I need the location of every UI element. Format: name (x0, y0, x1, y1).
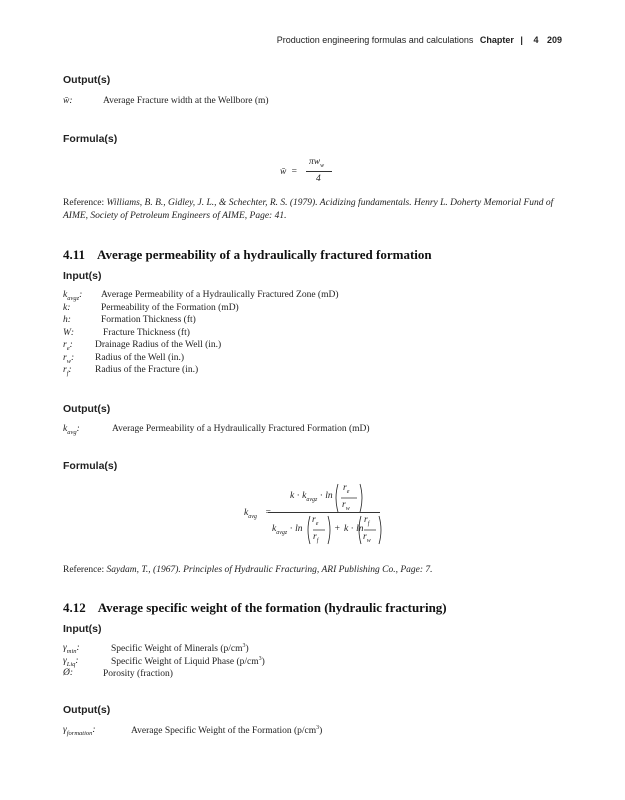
formula-equals: = (291, 167, 298, 177)
input-row (63, 365, 199, 377)
input-variable: k: (63, 302, 71, 313)
input-variable: $\gamma_{min}$: (63, 643, 80, 655)
formula-numerator: $\pi w_w$ (309, 157, 325, 169)
input-row (63, 668, 173, 680)
numerator-terms: $k \cdot k_{avgz} \cdot \ln$ (290, 491, 333, 503)
output-row-4-11 (63, 424, 370, 436)
output-heading-4-12: Output(s) (63, 704, 111, 716)
denominator-term1: $k_{avgz} \cdot \ln$ (272, 524, 303, 536)
input-description: Average Permeability of a Hydraulically Fractured Zone (mD) (101, 290, 339, 300)
input-description: Fracture Thickness (ft) (103, 327, 190, 338)
running-header (277, 35, 562, 45)
reference-citation: Williams, B. B., Gidley, J. L., & Schechter, R. S. (1979). Acidizing fundamentals. Henry L. Doherty Memorial Fund of AIME, Society of Petroleum Engineers of AIME, Page: 41. (63, 198, 554, 221)
output-heading-4-11: Output(s) (63, 403, 111, 415)
section-heading-4-12: 4.12 Average specific weight of the formation (hydraulic fracturing) (63, 600, 447, 615)
input-row (63, 352, 185, 365)
input-variable: $r_w$: (63, 352, 75, 365)
input-description: Permeability of the Formation (mD) (101, 302, 239, 313)
reference-top (63, 197, 568, 223)
section-heading-4-11: 4.11 Average permeability of a hydraulically fractured formation (63, 247, 432, 262)
input-description: Formation Thickness (ft) (101, 315, 196, 325)
input-variable: W: (63, 327, 75, 338)
output-row (63, 96, 269, 106)
denominator-term2: k · ln (344, 524, 364, 534)
input-description: Specific Weight of Minerals $(p/cm^3)$ (111, 643, 249, 655)
formula-heading: Formula(s) (63, 133, 118, 145)
main-fraction-bar (268, 512, 380, 513)
header-chapter-label: Chapter (479, 35, 514, 45)
num-rw: $r_w$ (342, 500, 350, 512)
output-description-4-12: Average Specific Weight of the Formation $(p/cm^3)$ (131, 725, 323, 737)
output-heading: Output(s) (63, 74, 111, 86)
formula-equals-kavg: = (265, 508, 272, 518)
input-row (63, 643, 249, 655)
input-description: Radius of the Well (in.) (95, 352, 185, 363)
den-rw2: $r_w$ (363, 532, 371, 544)
fraction-bar (306, 171, 332, 172)
output-variable-4-12: $\gamma_{formation}$: (63, 725, 96, 737)
output-row-4-12 (63, 725, 323, 737)
den-plus: + (334, 524, 341, 534)
input-variable: $\gamma_{Liq}$: (63, 655, 79, 668)
formula-heading-4-11: Formula(s) (63, 460, 118, 472)
input-variable: $r_f$: (63, 365, 72, 377)
header-title: Production engineering formulas and calculations (276, 35, 474, 45)
input-row (63, 315, 196, 327)
header-chapter-number: 4 (533, 35, 539, 45)
input-row (63, 327, 190, 340)
input-variable: $r_e$: (63, 340, 73, 352)
input-description: Specific Weight of Liquid Phase $(p/cm^3)$ (111, 655, 265, 667)
formula-lhs-kavg: $k_{avg}$ (244, 508, 257, 520)
formula-denominator: 4 (316, 174, 321, 184)
den-re: $r_e$ (312, 515, 319, 527)
num-re: $r_e$ (343, 483, 350, 495)
denominator-paren-group-1 (306, 514, 332, 546)
input-variable: h: (63, 315, 71, 325)
output-variable: w̄: (63, 96, 73, 106)
input-description: Porosity (fraction) (103, 669, 173, 680)
input-row (63, 655, 265, 668)
output-variable-4-11: $k_{avg}$: (63, 424, 80, 436)
input-row (63, 290, 339, 302)
reference-citation-4-11: Saydam, T., (1967). Principles of Hydraulic Fracturing, ARI Publishing Co., Page: 7. (106, 565, 433, 575)
output-description: Average Fracture width at the Wellbore (m) (103, 96, 269, 106)
input-row (63, 302, 239, 315)
header-page-number: 209 (546, 35, 562, 45)
input-row (63, 340, 222, 352)
formula-lhs: w̄ (280, 167, 287, 177)
den-rf2: $r_f$ (364, 515, 370, 527)
input-heading-4-12: Input(s) (63, 623, 102, 635)
reference-prefix: Reference: (63, 198, 105, 208)
reference-4-11 (63, 564, 568, 577)
reference-prefix-4-11: Reference: (63, 565, 105, 575)
input-description: Drainage Radius of the Well (in.) (95, 340, 222, 350)
input-heading-4-11: Input(s) (63, 270, 102, 282)
input-variable: $k_{avgz}$: (63, 290, 83, 302)
input-description: Radius of the Fracture (in.) (95, 365, 199, 375)
den-rf: $r_f$ (313, 532, 319, 544)
input-variable: Ø: (63, 668, 74, 678)
output-description-4-11: Average Permeability of a Hydraulically Fractured Formation (mD) (112, 424, 370, 434)
header-separator: | (520, 35, 523, 45)
